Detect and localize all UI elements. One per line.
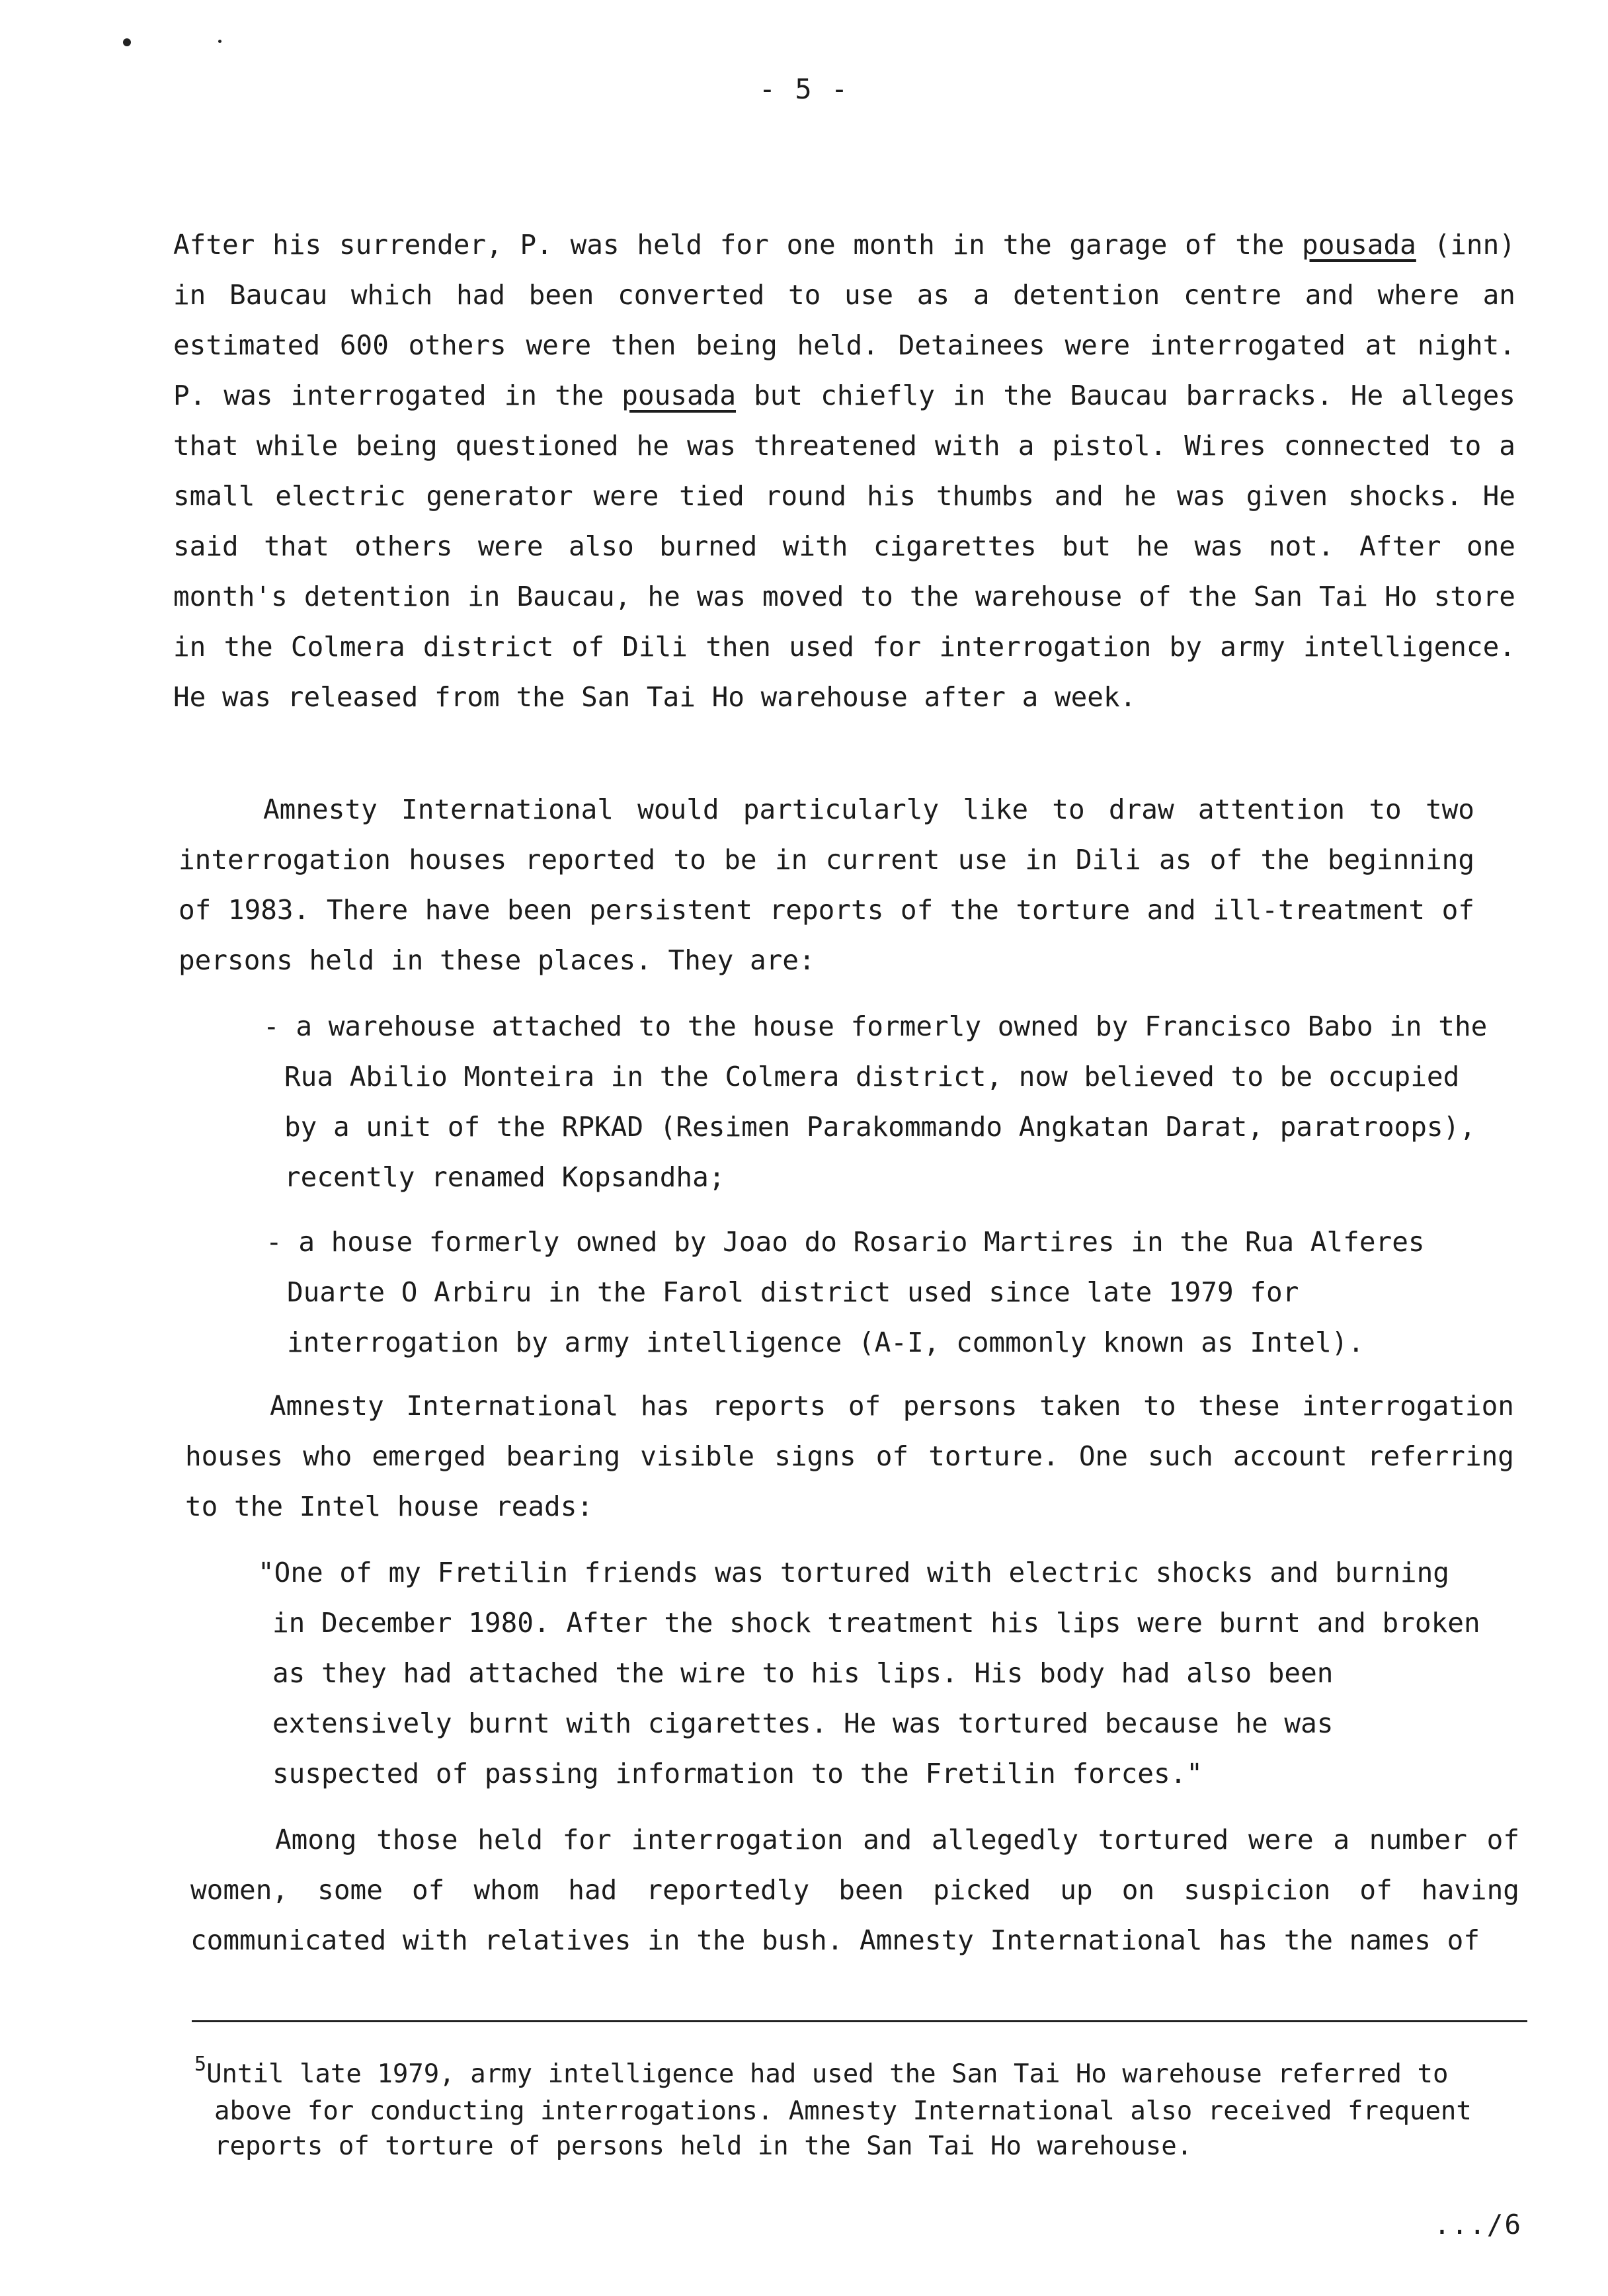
footnote-marker: 5 bbox=[194, 2053, 207, 2076]
scan-dot-mark bbox=[123, 38, 131, 46]
pousada-term: pousada bbox=[622, 380, 737, 411]
continuation-marker: .../6 bbox=[1433, 2209, 1522, 2240]
footnote bbox=[194, 2053, 1537, 2164]
paragraph-2: Amnesty International would particularly like to draw attention to two interrogation houses reported to be in current use in Dili as of the beginning of 1983. There have been persistent reports of the torture and ill-treatment of persons held in these places. They are: bbox=[179, 794, 1474, 976]
paragraph-1: After his surrender, P. was held for one month in the garage of the pousada (inn) in Baucau which had been converted to use as a detention centre and where an estimated 600 others were then being held. Detainees were interrogated at night. P. was interrogated in the pousada but chiefly in the Baucau barracks. He alleges that while being questioned he was threatened with a pistol. Wires connected to a small electric generator were tied round his thumbs and he was given shocks. He said that others were also burned with cigarettes but he was not. After one month's detention in Baucau, he was moved to the warehouse of the San Tai Ho store in the Colmera district of Dili then used for interrogation by army intelligence. He was released from the San Tai Ho warehouse after a week. bbox=[173, 229, 1515, 713]
list-item: - a house formerly owned by Joao do Rosario Martires in the Rua Alferes Duarte O Arbiru in the Farol district used since late 1979 for interrogation by army intelligence (A-I, commonly known as Intel). bbox=[266, 1226, 1425, 1358]
footnote-line: Until late 1979, army intelligence had used the San Tai Ho warehouse referred to bbox=[206, 2059, 1449, 2089]
pousada-term: pousada bbox=[1302, 229, 1416, 261]
block-quote: "One of my Fretilin friends was tortured with electric shocks and burning in December 1980. After the shock treatment his lips were burnt and broken as they had attached the wire to his lips. His body had also been extensively burnt with cigarettes. He was tortured because he was suspected of passing information to the Fretilin forces." bbox=[258, 1557, 1480, 1789]
paragraph-3: Amnesty International has reports of persons taken to these interrogation houses who emerged bearing visible signs of torture. One such account referring to the Intel house reads: bbox=[185, 1390, 1514, 1522]
scan-dot-mark bbox=[218, 40, 221, 43]
page-number: - 5 - bbox=[758, 73, 850, 105]
footnote-rule bbox=[192, 2020, 1527, 2022]
list-item: - a warehouse attached to the house formerly owned by Francisco Babo in the Rua Abilio Monteira in the Colmera district, now believed to be occupied by a unit of the RPKAD (Resimen Parakommando Angkatan Darat, paratroops), recently renamed Kopsandha; bbox=[263, 1010, 1488, 1193]
paragraph-4: Among those held for interrogation and allegedly tortured were a number of women, some of whom had reportedly been picked up on suspicion of having communicated with relatives in the bush. Amnesty International has the names of bbox=[190, 1824, 1519, 1956]
footnote-text: above for conducting interrogations. Amnesty International also received frequent reports of torture of persons held in the San Tai Ho warehouse. bbox=[214, 2096, 1472, 2161]
